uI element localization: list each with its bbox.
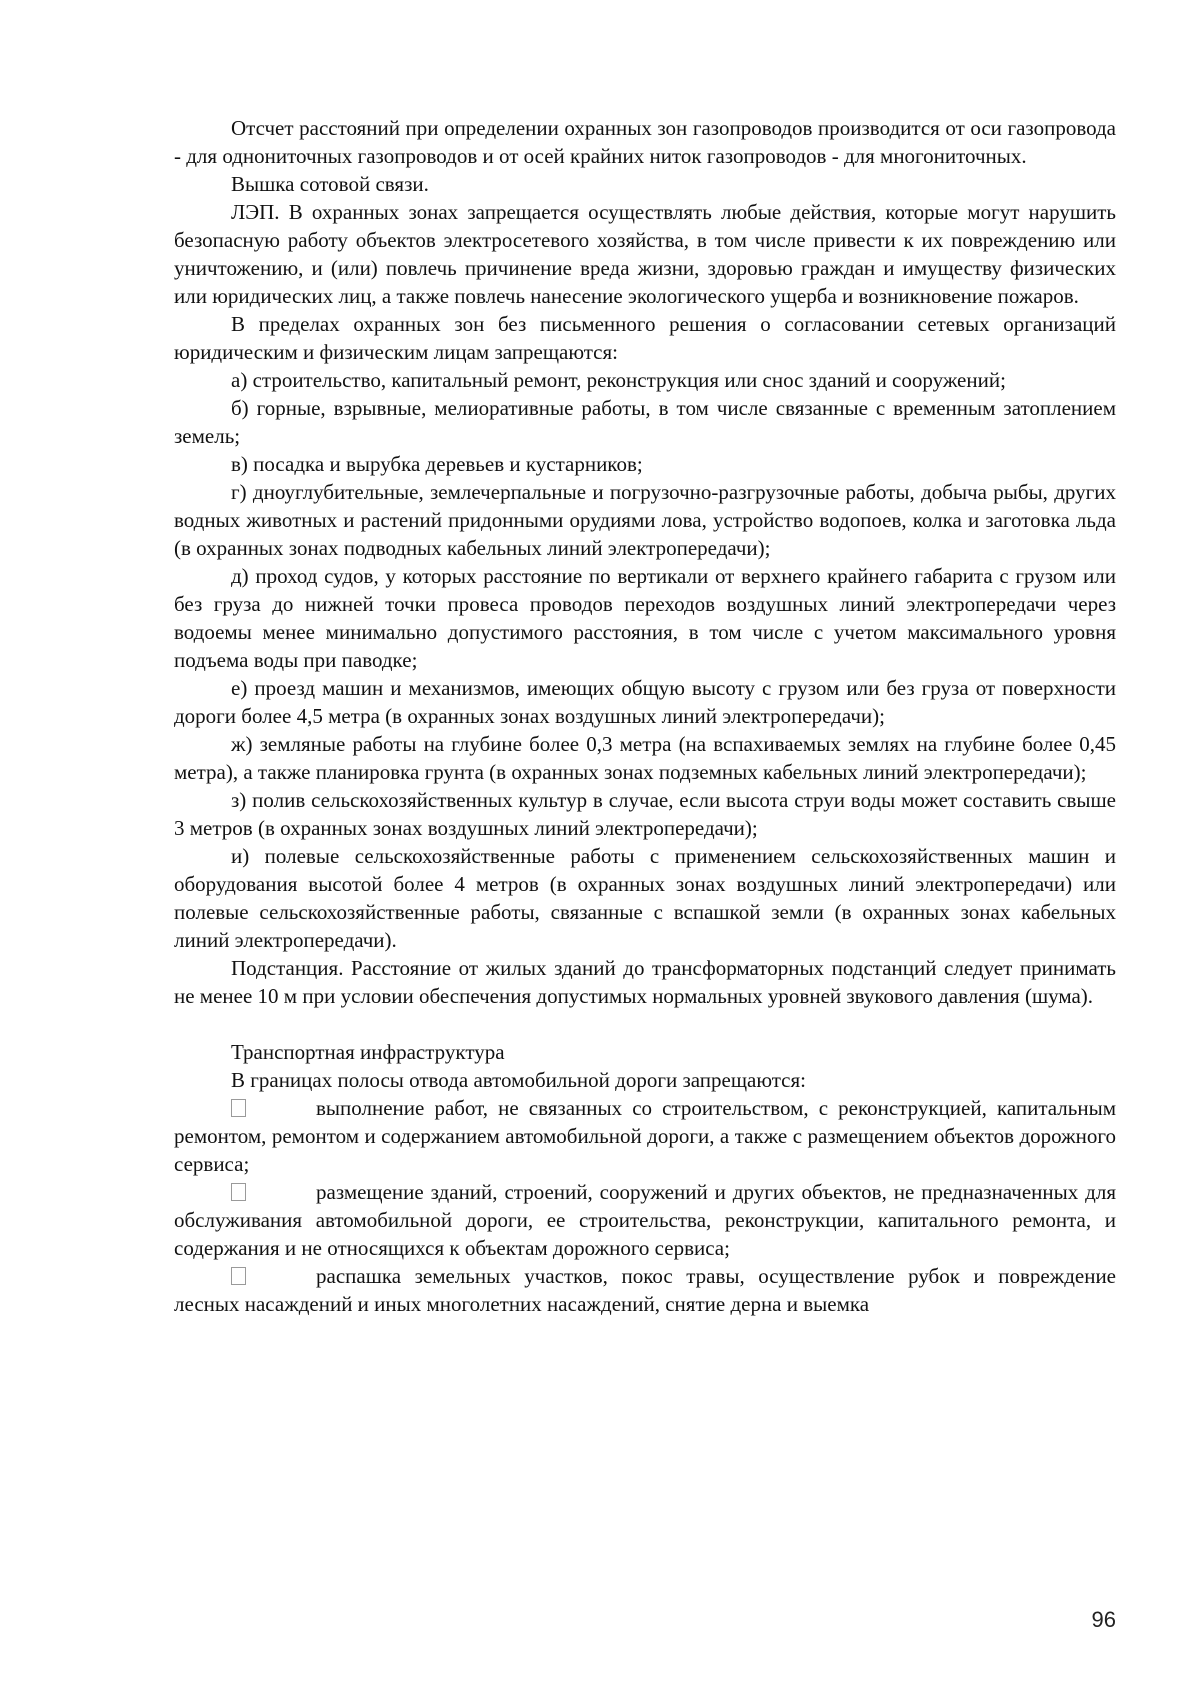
bullet-item xyxy=(174,1094,1116,1178)
list-item-i: и) полевые сельскохозяйственные работы с применением сельскохозяйственных машин и оборудования высотой более 4 метров (в охранных зонах воздушных линий электропередачи) или полевые сельскохозяйственные работы, связанные с вспашкой земли (в охранных зонах кабельных линий электропередачи). xyxy=(174,844,1116,952)
list-item-v: в) посадка и вырубка деревьев и кустарников; xyxy=(231,452,643,476)
missing-glyph-box-icon xyxy=(231,1099,246,1117)
list-item-b: б) горные, взрывные, мелиоративные работы, в том числе связанные с временным затоплением земель; xyxy=(174,396,1116,448)
section-gap xyxy=(174,1010,1116,1038)
section-heading-transport: Транспортная инфраструктура xyxy=(231,1040,505,1064)
paragraph-substation: Подстанция. Расстояние от жилых зданий до трансформаторных подстанций следует принимать не менее 10 м при условии обеспечения допустимых нормальных уровней звукового давления (шума). xyxy=(174,956,1116,1008)
bullet-item xyxy=(174,1178,1116,1262)
page-number: 96 xyxy=(1091,1607,1116,1632)
bullet-text: распашка земельных участков, покос травы, осуществление рубок и повреждение лесных насаждений и иных многолетних насаждений, снятие дерна и выемка xyxy=(174,1264,1116,1316)
list-item-a: а) строительство, капитальный ремонт, реконструкция или снос зданий и сооружений; xyxy=(231,368,1006,392)
paragraph-prohibitions-intro: В пределах охранных зон без письменного решения о согласовании сетевых организаций юридическим и физическим лицам запрещаются: xyxy=(174,312,1116,364)
paragraph-power-line: ЛЭП. В охранных зонах запрещается осуществлять любые действия, которые могут нарушить безопасную работу объектов электросетевого хозяйства, в том числе привести к их повреждению или уничтожению, и (или) повлечь причинение вреда жизни, здоровью граждан и имуществу физических или юридических лиц, а также повлечь нанесение экологического ущерба и возникновение пожаров. xyxy=(174,200,1116,308)
document-page xyxy=(174,114,1116,1318)
list-item-e: е) проезд машин и механизмов, имеющих общую высоту с грузом или без груза от поверхности дороги более 4,5 метра (в охранных зонах воздушных линий электропередачи); xyxy=(174,676,1116,728)
list-item-zh: ж) земляные работы на глубине более 0,3 метра (на вспахиваемых землях на глубине более 0,45 метра), а также планировка грунта (в охранных зонах подземных кабельных линий электропередачи); xyxy=(174,732,1116,784)
bullet-item xyxy=(174,1262,1116,1318)
list-item-g: г) дноуглубительные, землечерпальные и погрузочно-разгрузочные работы, добыча рыбы, других водных животных и растений придонными орудиями лова, устройство водопоев, колка и заготовка льда (в охранных зонах подводных кабельных линий электропередачи); xyxy=(174,480,1116,560)
list-item-d: д) проход судов, у которых расстояние по вертикали от верхнего крайнего габарита с грузом или без груза до нижней точки провеса проводов переходов воздушных линий электропередачи через водоемы менее минимально допустимого расстояния, в том числе с учетом максимального уровня подъема воды при паводке; xyxy=(174,564,1116,672)
missing-glyph-box-icon xyxy=(231,1267,246,1285)
bullet-text: выполнение работ, не связанных со строительством, с реконструкцией, капитальным ремонтом, ремонтом и содержанием автомобильной дороги, а также с размещением объектов дорожного сервиса; xyxy=(174,1096,1116,1176)
bullet-text: размещение зданий, строений, сооружений и других объектов, не предназначенных для обслуживания автомобильной дороги, ее строительства, реконструкции, капитального ремонта, и содержания и не относящихся к объектам дорожного сервиса; xyxy=(174,1180,1116,1260)
list-item-z: з) полив сельскохозяйственных культур в случае, если высота струи воды может составить свыше 3 метров (в охранных зонах воздушных линий электропередачи); xyxy=(174,788,1116,840)
missing-glyph-box-icon xyxy=(231,1183,246,1201)
paragraph-road-intro: В границах полосы отвода автомобильной дороги запрещаются: xyxy=(231,1068,806,1092)
paragraph-gas-pipeline-distance: Отсчет расстояний при определении охранных зон газопроводов производится от оси газопровода - для однониточных газопроводов и от осей крайних ниток газопроводов - для многониточных. xyxy=(174,116,1116,168)
paragraph-cell-tower: Вышка сотовой связи. xyxy=(231,172,429,196)
